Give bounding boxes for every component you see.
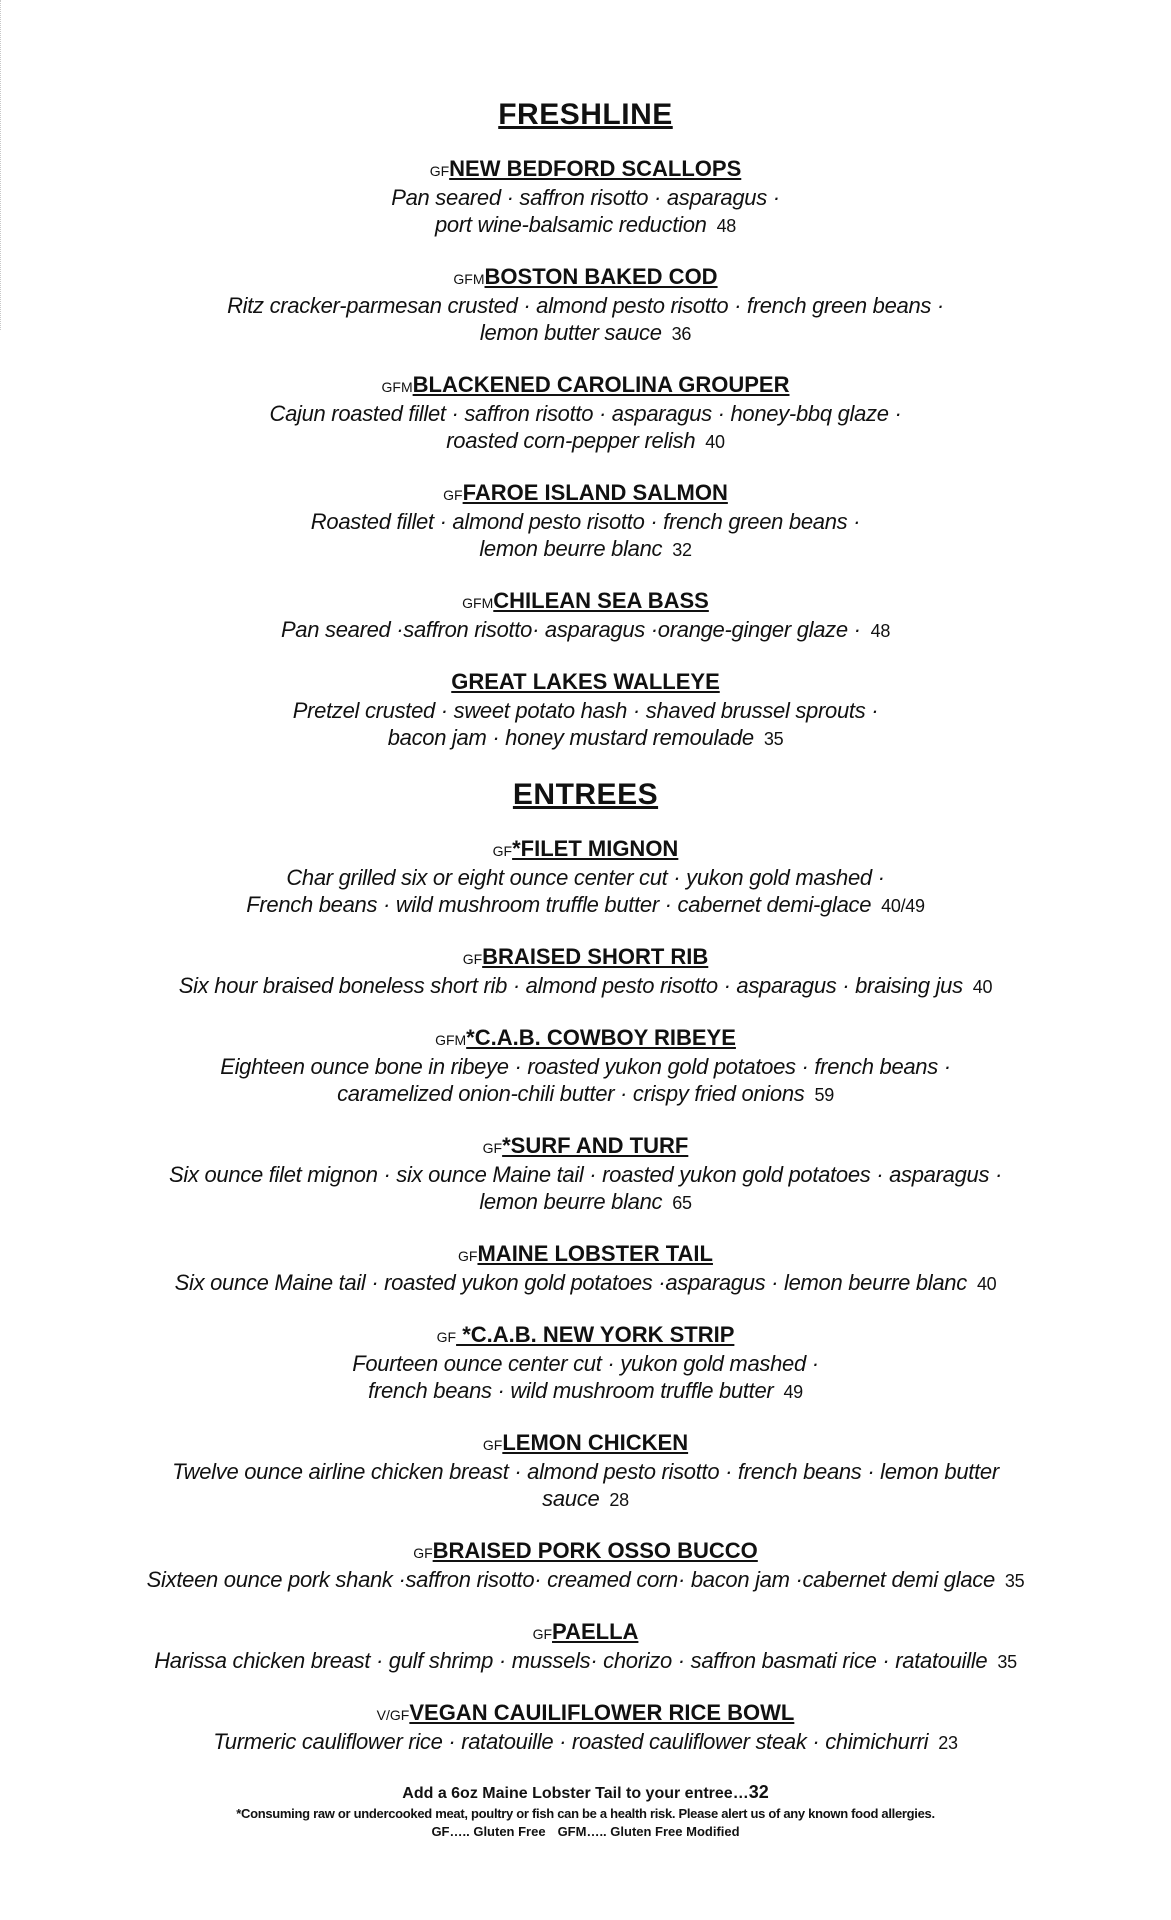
menu-item — [0, 156, 1171, 240]
item-name: *SURF AND TURF — [502, 1133, 689, 1158]
diet-tag: GF — [532, 1626, 553, 1642]
item-desc: roasted corn-pepper relish — [446, 428, 696, 453]
diet-tag: GFM — [381, 379, 413, 395]
item-desc: Pan seared · saffron risotto · asparagus · — [391, 185, 780, 210]
menu-item — [0, 264, 1171, 348]
menu-item — [0, 669, 1171, 753]
diet-tag: V/GF — [376, 1707, 410, 1723]
menu-item — [0, 588, 1171, 645]
diet-tag: GF — [482, 1140, 503, 1156]
item-price: 28 — [609, 1490, 629, 1510]
diet-tag: GF — [436, 1329, 457, 1345]
item-desc: caramelized onion-chili butter · crispy fried onions — [337, 1081, 805, 1106]
item-price: 32 — [672, 540, 692, 560]
menu-item — [0, 1619, 1171, 1676]
menu-item — [0, 944, 1171, 1001]
item-desc: Six hour braised boneless short rib · almond pesto risotto · asparagus · braising jus — [178, 973, 963, 998]
item-desc: Pan seared ·saffron risotto· asparagus ·orange-ginger glaze · — [280, 617, 861, 642]
addon-text: Add a 6oz Maine Lobster Tail to your entree… — [402, 1785, 749, 1802]
menu-item — [0, 1025, 1171, 1109]
item-price: 65 — [672, 1193, 692, 1213]
menu-item — [0, 1241, 1171, 1298]
section-entrees — [0, 778, 1171, 1841]
item-name: LEMON CHICKEN — [502, 1430, 689, 1455]
menu-item — [0, 372, 1171, 456]
menu-item — [0, 836, 1171, 920]
item-price: 36 — [671, 324, 692, 344]
item-desc: bacon jam · honey mustard remoulade — [387, 725, 754, 750]
item-desc: Sixteen ounce pork shank ·saffron risotto· creamed corn· bacon jam ·cabernet demi glace — [146, 1567, 995, 1592]
item-name: GREAT LAKES WALLEYE — [451, 669, 720, 694]
item-desc: lemon beurre blanc — [479, 536, 663, 561]
item-name: FAROE ISLAND SALMON — [462, 480, 728, 505]
section-title: FRESHLINE — [498, 98, 673, 131]
item-name: *FILET MIGNON — [512, 836, 679, 861]
item-name: CHILEAN SEA BASS — [493, 588, 709, 613]
item-desc: Turmeric cauliflower rice · ratatouille · roasted cauliflower steak · chimichurri — [213, 1729, 929, 1754]
item-name: MAINE LOBSTER TAIL — [477, 1241, 713, 1266]
diet-tag: GF — [413, 1545, 433, 1561]
item-name: VEGAN CAUILIFLOWER RICE BOWL — [409, 1700, 795, 1725]
item-desc: Twelve ounce airline chicken breast · almond pesto risotto · french beans · lemon butter — [172, 1459, 999, 1484]
diet-tag: GF — [492, 843, 513, 859]
item-name: *C.A.B. COWBOY RIBEYE — [466, 1025, 736, 1050]
item-desc: French beans · wild mushroom truffle butter · cabernet demi-glace — [246, 892, 872, 917]
item-price: 40 — [705, 432, 725, 452]
item-name: PAELLA — [552, 1619, 639, 1644]
item-name: *C.A.B. NEW YORK STRIP — [456, 1322, 735, 1347]
item-price: 48 — [716, 216, 737, 236]
item-price: 59 — [814, 1085, 834, 1105]
health-disclaimer: *Consuming raw or undercooked meat, poultry or fish can be a health risk. Please alert us of any known food allergies. — [236, 1806, 935, 1821]
addon-price: 32 — [748, 1782, 769, 1802]
item-name: BLACKENED CAROLINA GROUPER — [412, 372, 790, 397]
item-name: BRAISED SHORT RIB — [482, 944, 709, 969]
key-gf: GF….. Gluten Free — [431, 1824, 546, 1839]
diet-tag: GF — [429, 163, 450, 179]
item-price: 35 — [763, 729, 784, 749]
menu-item — [0, 1133, 1171, 1217]
diet-tag: GF — [462, 951, 483, 967]
item-price: 35 — [1004, 1571, 1025, 1591]
item-price: 23 — [938, 1733, 958, 1753]
menu-footer — [0, 1781, 1171, 1841]
item-price: 40 — [976, 1274, 997, 1294]
item-desc: Pretzel crusted · sweet potato hash · shaved brussel sprouts · — [292, 698, 879, 723]
item-desc: Harissa chicken breast · gulf shrimp · mussels· chorizo · saffron basmati rice · ratatouille — [154, 1648, 988, 1673]
menu-item — [0, 1700, 1171, 1757]
menu-item — [0, 1430, 1171, 1514]
section-title: ENTREES — [512, 778, 659, 811]
item-desc: port wine-balsamic reduction — [434, 212, 707, 237]
item-price: 35 — [997, 1652, 1017, 1672]
item-desc: Cajun roasted fillet · saffron risotto · asparagus · honey-bbq glaze · — [269, 401, 902, 426]
item-price: 49 — [783, 1382, 803, 1402]
diet-tag: GFM — [462, 595, 494, 611]
diet-key — [0, 1823, 1171, 1841]
item-name: BRAISED PORK OSSO BUCCO — [432, 1538, 758, 1563]
item-desc: french beans · wild mushroom truffle butter — [368, 1378, 774, 1403]
item-name: NEW BEDFORD SCALLOPS — [449, 156, 742, 181]
item-desc: Ritz cracker-parmesan crusted · almond pesto risotto · french green beans · — [227, 293, 944, 318]
diet-tag: GFM — [435, 1032, 467, 1048]
item-desc: Six ounce Maine tail · roasted yukon gold potatoes ·asparagus · lemon beurre blanc — [174, 1270, 967, 1295]
item-desc: Fourteen ounce center cut · yukon gold mashed · — [352, 1351, 819, 1376]
entrees-items — [0, 836, 1171, 1757]
menu-item — [0, 1538, 1171, 1595]
diet-tag: GF — [443, 487, 463, 503]
item-name: BOSTON BAKED COD — [484, 264, 718, 289]
section-freshline — [0, 98, 1171, 753]
item-desc: Roasted fillet · almond pesto risotto · french green beans · — [310, 509, 861, 534]
freshline-items — [0, 156, 1171, 753]
diet-tag: GF — [458, 1248, 478, 1264]
item-desc: lemon beurre blanc — [479, 1189, 663, 1214]
item-desc: Six ounce filet mignon · six ounce Maine tail · roasted yukon gold potatoes · asparagus · — [169, 1162, 1002, 1187]
item-desc: lemon butter sauce — [479, 320, 662, 345]
item-price: 40/49 — [881, 896, 925, 916]
menu-item — [0, 1322, 1171, 1406]
item-desc: Char grilled six or eight ounce center cut · yukon gold mashed · — [286, 865, 885, 890]
key-gfm: GFM….. Gluten Free Modified — [557, 1824, 740, 1839]
item-price: 48 — [870, 621, 891, 641]
menu-item — [0, 480, 1171, 564]
item-price: 40 — [972, 977, 993, 997]
item-desc: Eighteen ounce bone in ribeye · roasted yukon gold potatoes · french beans · — [220, 1054, 951, 1079]
diet-tag: GF — [482, 1437, 503, 1453]
item-desc: sauce — [542, 1486, 600, 1511]
diet-tag: GFM — [453, 271, 485, 287]
